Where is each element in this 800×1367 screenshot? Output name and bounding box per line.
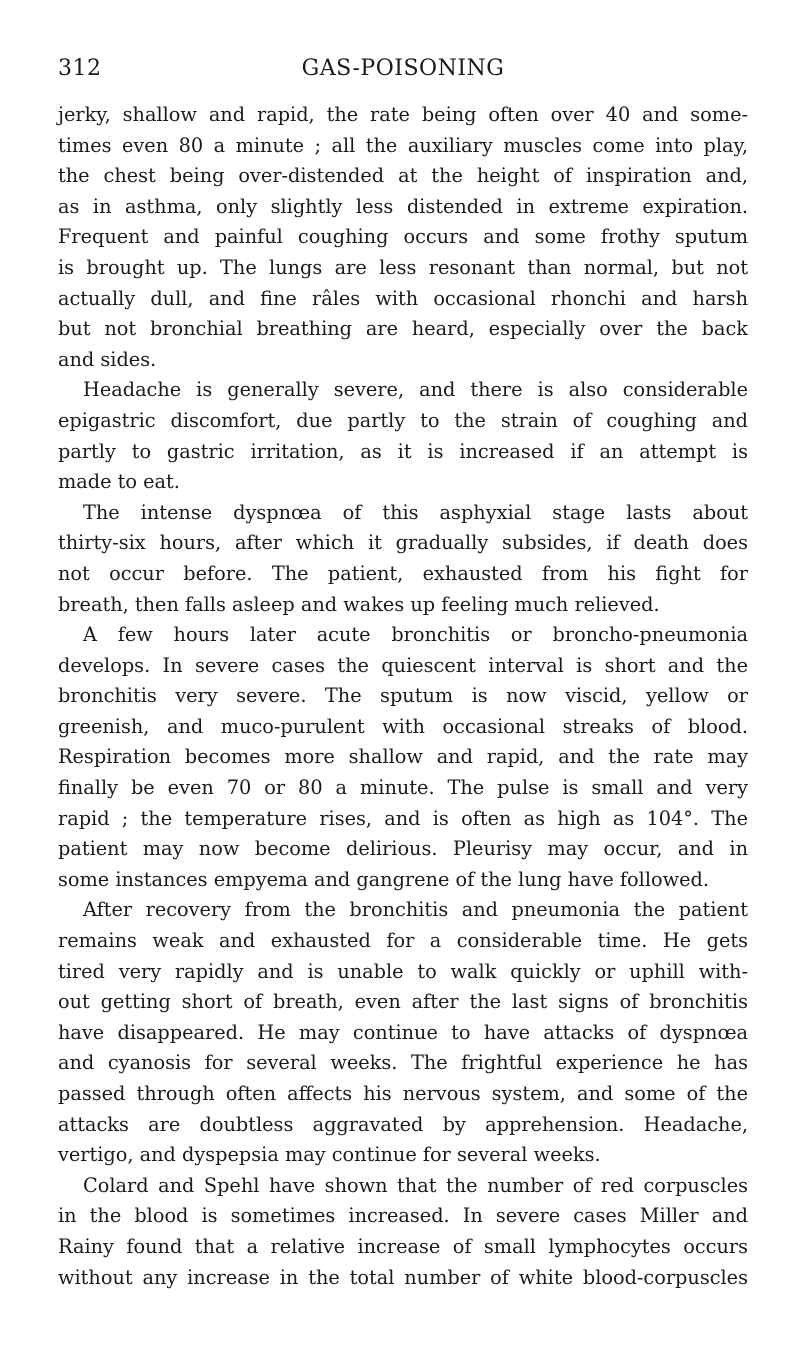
text-line: jerky, shallow and rapid, the rate being often over 40 and some-: [58, 103, 748, 126]
text-line: A few hours later acute bronchitis or broncho-pneumonia: [83, 623, 748, 647]
text-line: the chest being over-distended at the height of inspiration and,: [58, 164, 748, 188]
text-line: breath, then falls asleep and wakes up feeling much relieved.: [58, 592, 660, 616]
text-line: actually dull, and fine râles with occasional rhonchi and harsh: [58, 286, 748, 310]
text-line: finally be even 70 or 80 a minute. The pulse is small and very: [58, 776, 748, 800]
text-line: partly to gastric irritation, as it is increased if an attempt is: [58, 439, 748, 463]
text-line: vertigo, and dyspepsia may continue for several weeks.: [58, 1143, 601, 1167]
text-line: passed through often affects his nervous system, and some of the: [58, 1082, 748, 1105]
text-line: After recovery from the bronchitis and pneumonia the patient: [83, 898, 748, 922]
text-line: The intense dyspnœa of this asphyxial stage lasts about: [83, 500, 748, 524]
text-line: as in asthma, only slightly less distended in extreme expiration.: [58, 194, 748, 218]
text-line: epigastric discomfort, due partly to the strain of coughing and: [58, 408, 748, 432]
text-line: rapid ; the temperature rises, and is often as high as 104°. The: [58, 806, 748, 830]
running-head: [58, 56, 748, 86]
text-line: attacks are doubtless aggravated by apprehension. Headache,: [58, 1112, 748, 1136]
text-line: thirty-six hours, after which it gradually subsides, if death does: [58, 531, 748, 555]
body-text: [58, 100, 748, 1293]
running-title: GAS-POISONING: [301, 56, 505, 81]
text-line: bronchitis very severe. The sputum is now viscid, yellow or: [58, 684, 748, 708]
text-line: not occur before. The patient, exhausted from his fight for: [58, 561, 748, 585]
text-line: out getting short of breath, even after the last signs of bronchitis: [58, 990, 748, 1014]
text-line: Headache is generally severe, and there is also considerable: [83, 378, 748, 402]
text-line: made to eat.: [58, 470, 180, 494]
text-line: and cyanosis for several weeks. The frightful experience he has: [58, 1051, 748, 1075]
text-line: Frequent and painful coughing occurs and some frothy sputum: [58, 225, 748, 249]
text-line: some instances empyema and gangrene of the lung have followed.: [58, 867, 709, 891]
text-line: tired very rapidly and is unable to walk quickly or uphill with-: [58, 959, 748, 983]
text-line: greenish, and muco-purulent with occasional streaks of blood.: [58, 714, 748, 738]
text-line: patient may now become delirious. Pleurisy may occur, and in: [58, 837, 748, 861]
text-line: but not bronchial breathing are heard, especially over the back: [58, 317, 748, 341]
text-line: without any increase in the total number of white blood-corpuscles: [58, 1265, 748, 1289]
text-line: Colard and Spehl have shown that the number of red corpuscles: [83, 1173, 748, 1197]
text-line: and sides.: [58, 347, 157, 371]
text-line: Respiration becomes more shallow and rapid, and the rate may: [58, 745, 748, 769]
page-number: 312: [58, 56, 102, 81]
text-line: in the blood is sometimes increased. In severe cases Miller and: [58, 1204, 748, 1228]
text-line: have disappeared. He may continue to have attacks of dyspnœa: [58, 1020, 748, 1044]
text-line: remains weak and exhausted for a considerable time. He gets: [58, 929, 748, 953]
text-line: Rainy found that a relative increase of small lymphocytes occurs: [58, 1234, 748, 1258]
text-line: is brought up. The lungs are less resonant than normal, but not: [58, 255, 748, 279]
text-line: times even 80 a minute ; all the auxiliary muscles come into play,: [58, 133, 748, 157]
text-line: develops. In severe cases the quiescent interval is short and the: [58, 653, 748, 677]
